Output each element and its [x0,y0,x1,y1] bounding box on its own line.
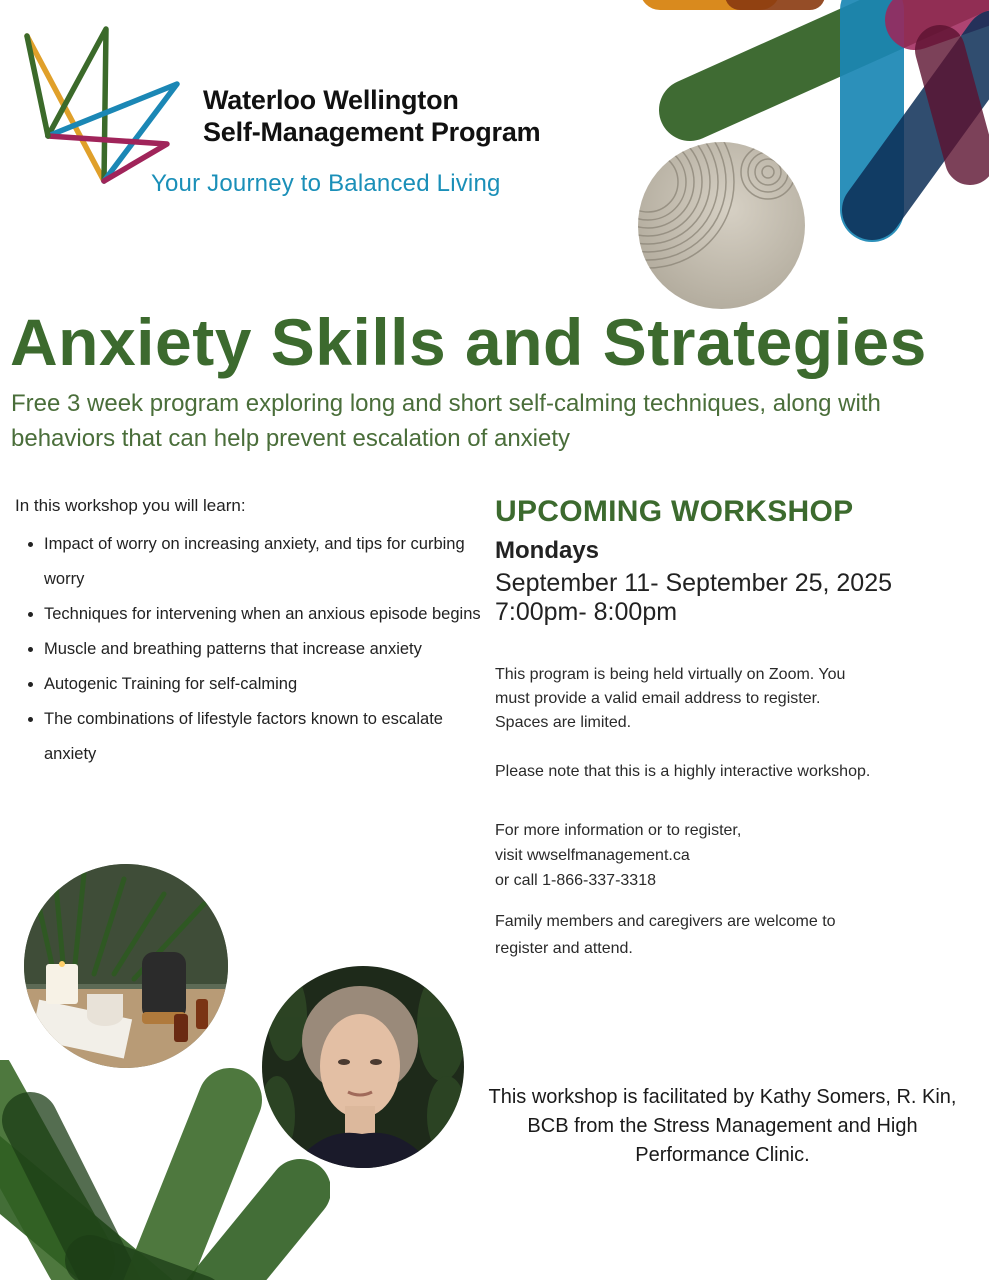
learn-list [22,527,494,772]
workshop-days: Mondays [495,537,600,564]
page-title: Anxiety Skills and Strategies [10,305,927,379]
list-item: • Muscle and breathing patterns that increase anxiety [44,632,494,667]
tagline: Your Journey to Balanced Living [151,170,501,197]
page-subtitle: Free 3 week program exploring long and short self-calming techniques, along with behaviors that can help prevent escalation of anxiety [11,390,881,452]
info-interactive: Please note that this is a highly interactive workshop. [495,763,871,780]
list-item: • Autogenic Training for self-calming [44,667,494,702]
organization-name [203,84,540,148]
logo-mark [22,24,187,189]
organization-name-line2: Self-Management Program [203,117,541,147]
learn-intro: In this workshop you will learn: [15,496,246,515]
sand-ripples-photo [638,142,805,309]
workshop-dates: September 11- September 25, 2025 [495,569,893,597]
facilitator-portrait [262,966,464,1168]
organization-name-line1: Waterloo Wellington [203,85,459,115]
list-item: • Impact of worry on increasing anxiety, and tips for curbing worry [44,527,494,597]
info-more-line1: For more information or to register, [495,822,742,839]
candle-diffuser-photo [24,864,228,1068]
list-item: • Techniques for intervening when an anxious episode begins [44,597,494,632]
workshop-times: 7:00pm- 8:00pm [495,598,678,626]
info-phone[interactable]: or call 1-866-337-3318 [495,872,656,889]
list-item: • The combinations of lifestyle factors known to escalate anxiety [44,702,494,772]
facilitator-note: This workshop is facilitated by Kathy Somers, R. Kin, BCB from the Stress Management and High Performance Clinic. [488,1086,957,1166]
info-more [495,818,875,893]
upcoming-workshop-heading: UPCOMING WORKSHOP [495,495,854,528]
info-website[interactable]: visit wwselfmanagement.ca [495,847,690,864]
info-virtual: This program is being held virtually on Zoom. You must provide a valid email address to register. Spaces are limited. [495,666,846,731]
info-family: Family members and caregivers are welcome to register and attend. [495,913,836,957]
